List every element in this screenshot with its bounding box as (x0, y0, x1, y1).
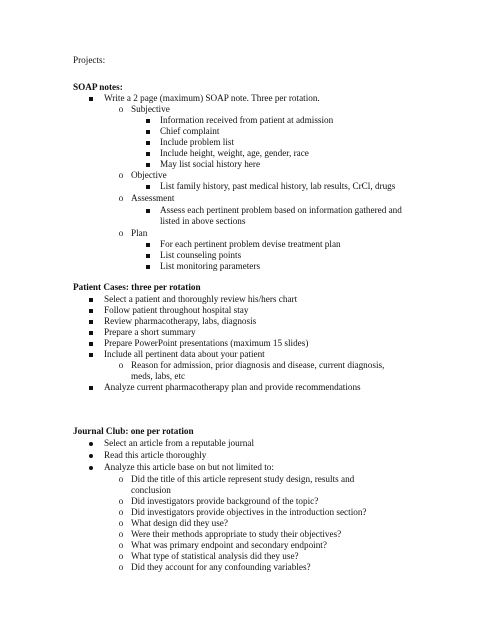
subjective-item: Chief complaint (160, 126, 220, 136)
patient-cases-item: Prepare PowerPoint presentations (maximum 15 slides) (104, 338, 309, 348)
journal-club-subitem: Did they account for any confounding variables? (131, 562, 311, 572)
patient-cases-heading: Patient Cases: three per rotation (73, 282, 201, 292)
circle-bullet-icon: o (118, 170, 124, 180)
patient-cases-subitem: Reason for admission, prior diagnosis and disease, current diagnosis, (131, 360, 385, 370)
soap-subjective: Subjective (131, 104, 170, 114)
circle-bullet-icon: o (118, 360, 124, 370)
assessment-item: Assess each pertinent problem based on information gathered and (160, 205, 402, 215)
journal-club-item: Select an article from a reputable journal (104, 438, 254, 448)
plan-item: List counseling points (160, 250, 242, 260)
circle-bullet-icon: o (118, 551, 124, 561)
patient-cases-item: Follow patient throughout hospital stay (104, 305, 249, 315)
soap-item: Write a 2 page (maximum) SOAP note. Three per rotation. (104, 93, 320, 103)
projects-label: Projects: (73, 55, 106, 65)
soap-heading: SOAP notes: (73, 82, 123, 92)
plan-item: For each pertinent problem devise treatment plan (160, 239, 341, 249)
circle-bullet-icon: o (118, 540, 124, 550)
soap-assessment: Assessment (131, 193, 175, 203)
circle-bullet-icon: o (118, 474, 124, 484)
assessment-item-continued: listed in above sections (160, 216, 246, 226)
journal-club-subitem: Did investigators provide objectives in the introduction section? (131, 507, 367, 517)
journal-club-item: Analyze this article base on but not limited to: (104, 462, 274, 472)
journal-club-heading: Journal Club: one per rotation (73, 426, 194, 436)
subjective-item: May list social history here (160, 159, 261, 169)
subjective-item: Information received from patient at admission (160, 115, 334, 125)
circle-bullet-icon: o (118, 529, 124, 539)
circle-bullet-icon: o (118, 507, 124, 517)
journal-club-item: Read this article thoroughly (104, 450, 207, 460)
patient-cases-item: Review pharmacotherapy, labs, diagnosis (104, 316, 257, 326)
subjective-item: Include height, weight, age, gender, race (160, 148, 309, 158)
patient-cases-item: Analyze current pharmacotherapy plan and provide recommendations (104, 382, 361, 392)
circle-bullet-icon: o (118, 518, 124, 528)
journal-club-subitem-continued: conclusion (131, 485, 171, 495)
journal-club-subitem: Did investigators provide background of the topic? (131, 496, 319, 506)
journal-club-subitem: Were their methods appropriate to study their objectives? (131, 529, 342, 539)
circle-bullet-icon: o (118, 562, 124, 572)
objective-item: List family history, past medical history, lab results, CrCl, drugs (160, 181, 396, 191)
circle-bullet-icon: o (118, 193, 124, 203)
circle-bullet-icon: o (118, 104, 124, 114)
journal-club-subitem: What type of statistical analysis did they use? (131, 551, 299, 561)
subjective-item: Include problem list (160, 137, 234, 147)
soap-objective: Objective (131, 170, 167, 180)
circle-bullet-icon: o (118, 228, 124, 238)
patient-cases-item: Include all pertinent data about your patient (104, 349, 265, 359)
journal-club-subitem: What design did they use? (131, 518, 228, 528)
plan-item: List monitoring parameters (160, 261, 261, 271)
patient-cases-item: Prepare a short summary (104, 327, 196, 337)
soap-plan: Plan (131, 228, 148, 238)
circle-bullet-icon: o (118, 496, 124, 506)
patient-cases-subitem-continued: meds, labs, etc (131, 371, 186, 381)
patient-cases-item: Select a patient and thoroughly review his/hers chart (104, 294, 298, 304)
journal-club-subitem: Did the title of this article represent study design, results and (131, 474, 355, 484)
journal-club-subitem: What was primary endpoint and secondary endpoint? (131, 540, 327, 550)
